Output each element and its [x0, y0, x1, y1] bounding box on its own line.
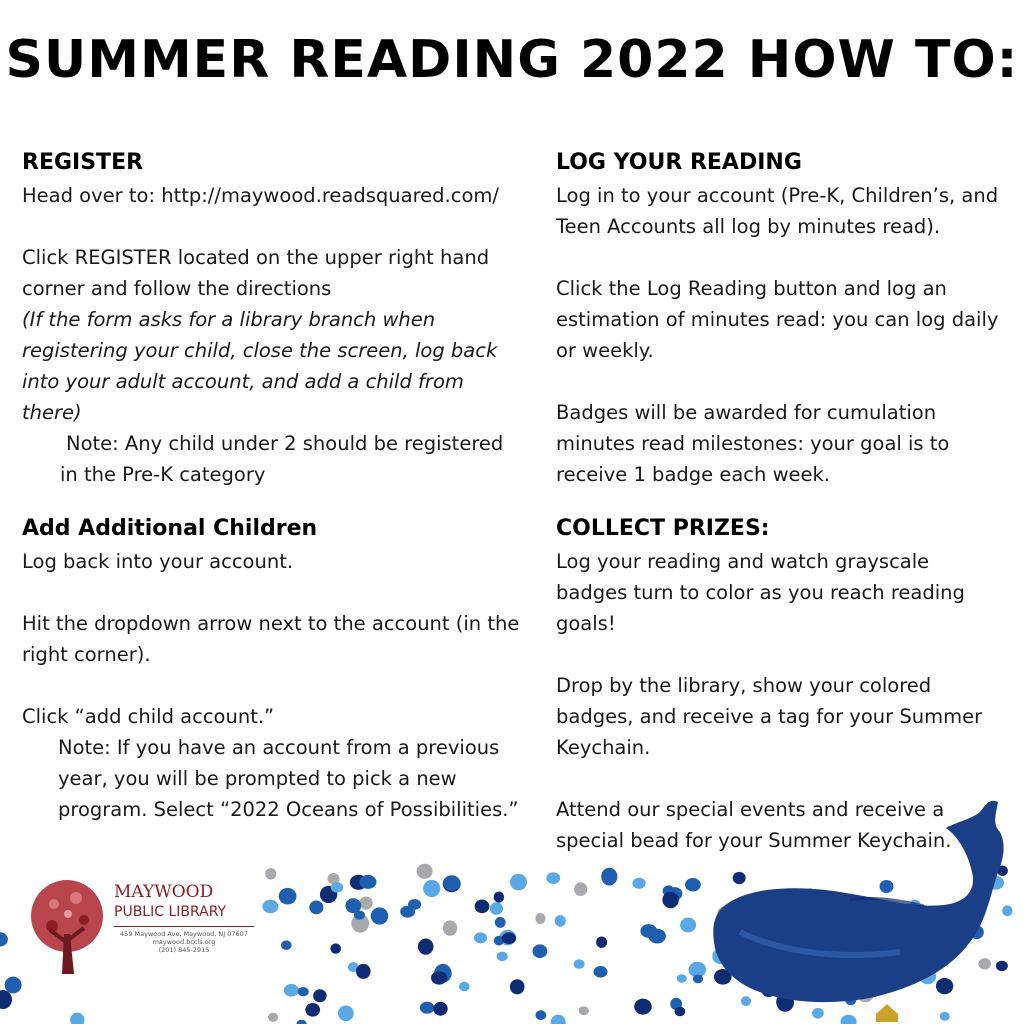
confetti-dot	[680, 918, 696, 933]
library-contact	[114, 930, 254, 954]
confetti-dot	[502, 932, 516, 944]
confetti-dot	[443, 876, 460, 891]
right-column	[556, 146, 1006, 856]
collect-prizes-heading: COLLECT PRIZES:	[556, 516, 770, 541]
register-note-line1: Note: Any child under 2 should be registered	[66, 432, 504, 455]
register-note-line2: in the Pre-K category	[60, 463, 266, 486]
confetti-dot	[281, 940, 292, 950]
confetti-dot	[356, 964, 371, 979]
library-name-line2: PUBLIC LIBRARY	[114, 904, 227, 920]
register-italic-note: (If the form asks for a library branch when registering your child, close the screen, log back into your adult account, and add a child from there)	[22, 308, 498, 424]
confetti-dot	[330, 943, 341, 953]
confetti-dot	[510, 874, 527, 891]
confetti-dot	[594, 966, 608, 978]
confetti-dot	[685, 878, 701, 891]
library-phone: (201) 845-2915	[158, 946, 210, 954]
tree-icon	[24, 874, 110, 978]
log-para3: Badges will be awarded for cumulation minutes read milestones: your goal is to receive 1 badge each week.	[556, 401, 950, 486]
additional-line3: Click “add child account.”	[22, 705, 275, 728]
confetti-dot	[331, 882, 344, 892]
confetti-dot	[268, 1013, 278, 1022]
confetti-dot	[0, 932, 8, 946]
confetti-dot	[360, 875, 377, 889]
confetti-dot	[418, 939, 434, 955]
confetti-dot	[265, 868, 276, 879]
confetti-dot	[555, 915, 566, 927]
confetti-dot	[279, 888, 297, 905]
confetti-dot	[490, 902, 503, 915]
prizes-para2: Drop by the library, show your colored badges, and receive a tag for your Summer Keychain.	[556, 674, 983, 759]
confetti-dot	[533, 944, 548, 958]
confetti-dot	[70, 1013, 84, 1024]
confetti-dot	[417, 864, 433, 879]
confetti-dot	[262, 900, 278, 913]
additional-line1: Log back into your account.	[22, 550, 294, 573]
confetti-dot	[296, 1020, 306, 1024]
confetti-dot	[546, 872, 560, 884]
confetti-dot	[497, 952, 508, 962]
confetti-dot	[313, 989, 327, 1002]
log-reading-heading: LOG YOUR READING	[556, 150, 802, 175]
confetti-dot	[574, 882, 587, 896]
confetti-dot	[400, 906, 415, 918]
confetti-dot	[5, 977, 22, 994]
prizes-para3: Attend our special events and receive a special bead for your Summer Keychain.	[556, 798, 952, 852]
confetti-dot	[431, 971, 447, 984]
confetti-dot	[459, 982, 470, 992]
prizes-para1: Log your reading and watch grayscale badges turn to color as you reach reading goals!	[556, 550, 965, 635]
page-title: SUMMER READING 2022 HOW TO:	[5, 30, 1019, 90]
confetti-dot	[649, 929, 666, 944]
confetti-dot	[495, 917, 506, 928]
confetti-dot	[535, 913, 545, 924]
confetti-dot	[423, 880, 440, 897]
confetti-dot	[338, 1006, 354, 1022]
confetti-dot	[634, 999, 652, 1015]
confetti-dot	[433, 1002, 447, 1016]
whale-illustration	[700, 792, 1024, 1024]
additional-note: Note: If you have an account from a previous year, you will be prompted to pick a new program. Select “2022 Oceans of Possibilities.”	[58, 736, 519, 821]
confetti-dot	[494, 892, 504, 903]
register-heading: REGISTER	[22, 150, 144, 175]
confetti-dot	[443, 920, 457, 935]
confetti-dot	[475, 900, 490, 914]
confetti-dot	[510, 979, 525, 994]
confetti-dot	[371, 907, 389, 924]
library-name	[114, 882, 254, 922]
confetti-dot	[551, 1015, 566, 1024]
confetti-dot	[309, 901, 323, 915]
library-logo	[22, 868, 258, 984]
library-website: maywood.bccls.org	[152, 938, 216, 946]
confetti-dot	[677, 974, 687, 982]
confetti-dot	[284, 984, 299, 997]
confetti-dot	[632, 878, 645, 889]
logo-divider	[114, 926, 254, 927]
confetti-dot	[420, 1002, 435, 1014]
confetti-dot	[535, 1010, 546, 1020]
library-name-line1: MAYWOOD	[114, 882, 214, 902]
confetti-dot	[360, 897, 373, 910]
confetti-dot	[596, 937, 607, 948]
confetti-dot	[474, 932, 487, 943]
confetti-dot	[579, 1006, 589, 1015]
register-note	[22, 428, 522, 490]
register-instruction: Click REGISTER located on the upper right hand corner and follow the directions	[22, 246, 490, 300]
confetti-dot	[354, 911, 365, 920]
confetti-dot	[298, 987, 309, 996]
confetti-dot	[574, 959, 585, 969]
confetti-dot	[0, 990, 12, 1009]
confetti-dot	[305, 1003, 320, 1017]
confetti-dot	[675, 1007, 686, 1016]
log-para2: Click the Log Reading button and log an estimation of minutes read: you can log daily or weekly.	[556, 277, 999, 362]
log-para1: Log in to your account (Pre-K, Children’s, and Teen Accounts all log by minutes read).	[556, 184, 999, 238]
confetti-dot	[662, 892, 678, 909]
confetti-dot	[601, 868, 617, 886]
library-address: 459 Maywood Ave, Maywood, NJ 07607	[120, 930, 248, 938]
additional-children-heading: Add Additional Children	[22, 516, 318, 541]
register-url-line: Head over to: http://maywood.readsquared.com/	[22, 184, 499, 207]
left-column	[22, 146, 522, 825]
additional-line2: Hit the dropdown arrow next to the account (in the right corner).	[22, 612, 520, 666]
